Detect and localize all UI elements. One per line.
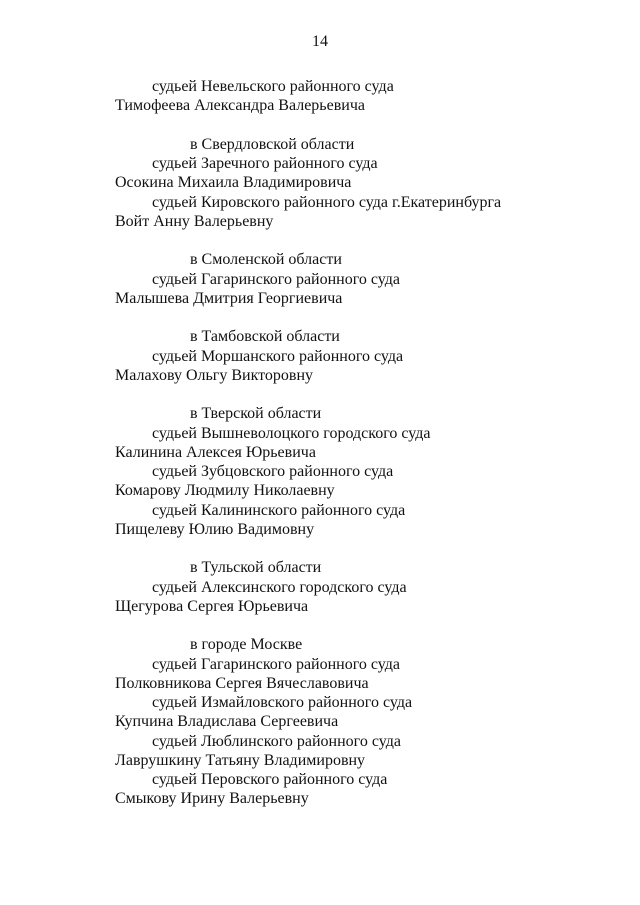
court-position: судьей Невельского районного суда — [152, 78, 394, 95]
court-position: судьей Гагаринского районного суда — [152, 270, 401, 288]
appointee-name: Калинина Алексея Юрьевича — [115, 443, 316, 461]
court-position: судьей Измайловского районного суда — [152, 694, 413, 711]
region-heading: в Тульской области — [190, 559, 322, 577]
court-position: судьей Гагаринского районного суда — [152, 655, 401, 673]
appointee-name: Малышева Дмитрия Георгиевича — [115, 289, 343, 307]
court-position: судьей Калининского районного суда — [152, 501, 406, 519]
appointee-name: Малахову Ольгу Викторовну — [115, 366, 314, 384]
court-position: судьей Заречного районного суда — [152, 155, 378, 172]
region-heading: в Свердловской области — [190, 135, 355, 153]
appointee-name: Щегурова Сергея Юрьевича — [115, 597, 309, 615]
appointee-name: Пищелеву Юлию Вадимовну — [115, 520, 315, 538]
court-position: судьей Люблинского районного суда — [152, 732, 401, 750]
court-position: судьей Моршанского районного суда — [152, 347, 404, 365]
appointee-name: Лаврушкину Татьяну Владимировну — [115, 751, 366, 769]
region-heading: в Тверской области — [190, 405, 322, 423]
court-position: судьей Перовского районного суда — [152, 771, 388, 788]
appointee-name: Комарову Людмилу Николаевну — [115, 482, 335, 500]
appointee-name: Тимофеева Александра Валерьевича — [115, 97, 365, 115]
court-position: судьей Алексинского городского суда — [152, 578, 407, 596]
appointee-name: Войт Анну Валерьевну — [115, 212, 274, 230]
region-heading: в городе Москве — [190, 636, 303, 654]
appointee-name: Купчина Владислава Сергеевича — [115, 713, 339, 731]
court-position: судьей Кировского районного суда г.Екатеринбурга — [152, 193, 502, 211]
court-position: судьей Зубцовского районного суда — [152, 463, 394, 480]
appointee-name: Осокина Михаила Владимировича — [115, 174, 352, 192]
region-heading: в Смоленской области — [190, 251, 342, 269]
page-number: 14 — [312, 33, 328, 50]
region-heading: в Тамбовской области — [190, 328, 340, 346]
appointee-name: Полковникова Сергея Вячеславовича — [115, 674, 369, 692]
court-position: судьей Вышневолоцкого городского суда — [152, 424, 431, 442]
appointee-name: Смыкову Ирину Валерьевну — [115, 790, 309, 808]
